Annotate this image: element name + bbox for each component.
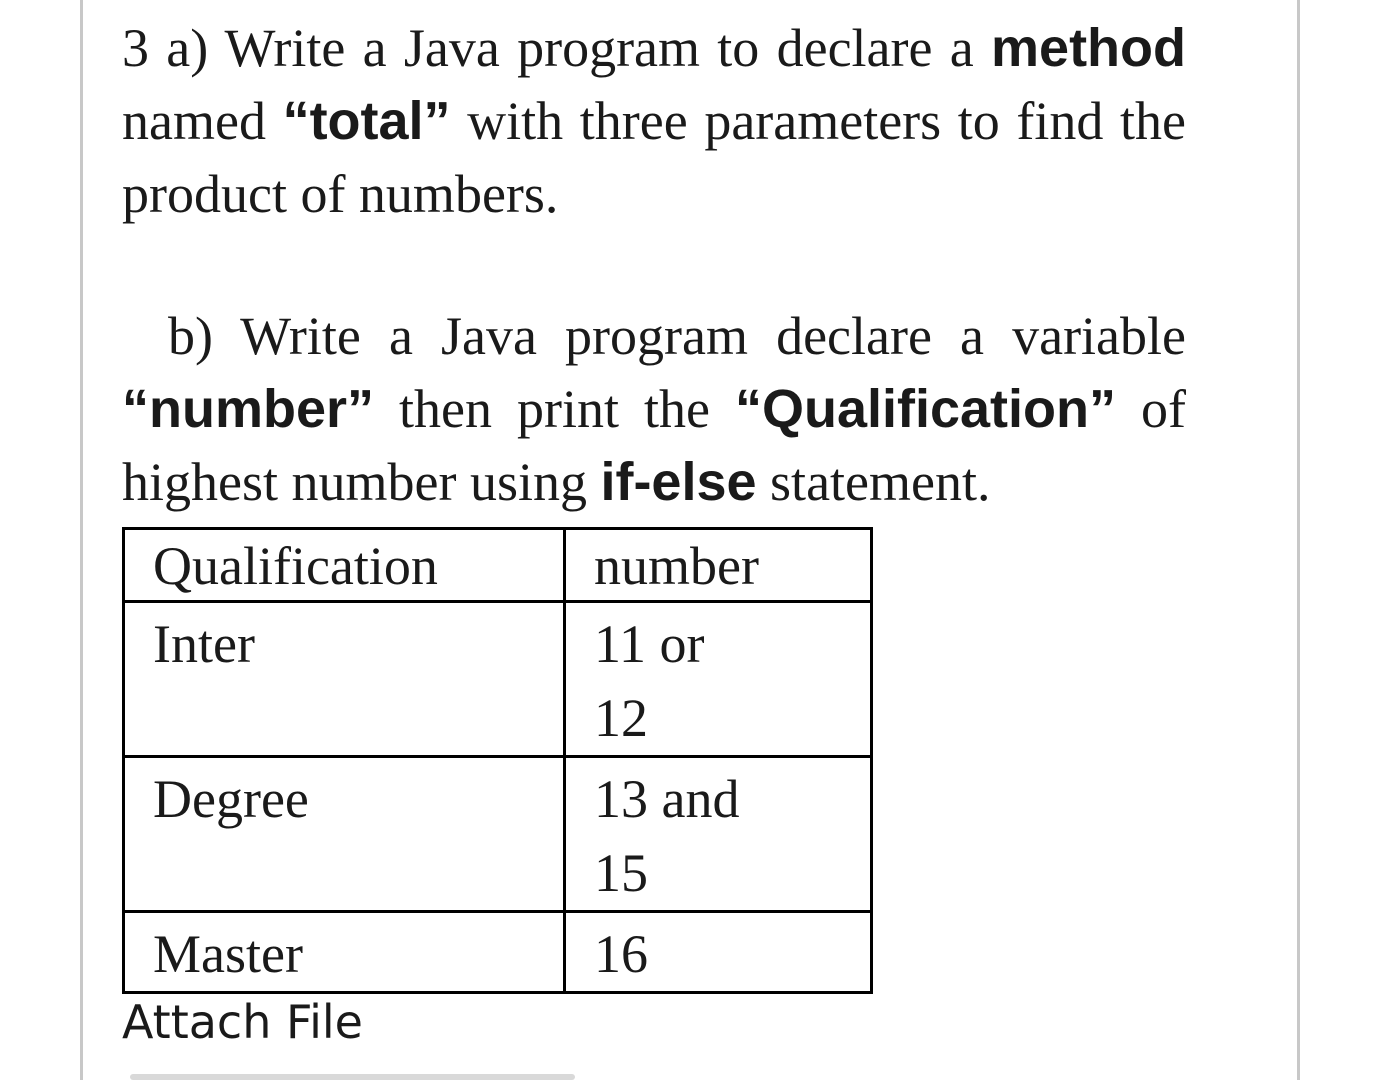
part-b-mid: then print the [374,379,735,439]
question-part-a [122,12,1186,231]
question-text [122,12,1186,519]
cell-number-line1: 11 or [594,614,705,674]
cell-qualification: Inter [124,602,565,757]
part-a-lead: 3 a) Write a Java program to declare a [122,18,974,78]
cell-qualification: Degree [124,757,565,912]
part-a-bold-method: method [991,18,1187,78]
part-b-lead: b) Write a Java program declare a variable [168,306,1186,366]
part-b-bold-ifelse: if-else [600,452,757,512]
cell-qualification: Master [124,912,565,993]
part-b-bold-qualification: “Qualification” [734,379,1117,439]
cell-number [565,912,872,993]
attach-file-input[interactable] [130,1074,575,1080]
frame-right-border [1297,0,1300,1080]
table-header-row [124,529,872,602]
attach-file-label: Attach File [122,995,363,1049]
header-qualification: Qualification [124,529,565,602]
table-row [124,912,872,993]
part-a-tail: with three parameters to find the product of numbers. [122,91,1186,224]
cell-number-line1: 16 [594,924,648,984]
table-row [124,602,872,757]
cell-number-line2: 15 [594,843,648,903]
cell-number [565,757,872,912]
header-number: number [565,529,872,602]
table-row [124,757,872,912]
question-part-b [122,300,1186,519]
part-b-tail: statement. [756,452,991,512]
frame-left-border [80,0,83,1080]
part-a-bold-total: “total” [282,91,451,151]
qualification-table [122,527,873,994]
part-a-mid: named [122,91,283,151]
part-b-mid2: of highest number using [122,379,1186,512]
cell-number [565,602,872,757]
part-b-bold-number: “number” [122,379,375,439]
cell-number-line2: 12 [594,688,648,748]
cell-number-line1: 13 and [594,769,740,829]
